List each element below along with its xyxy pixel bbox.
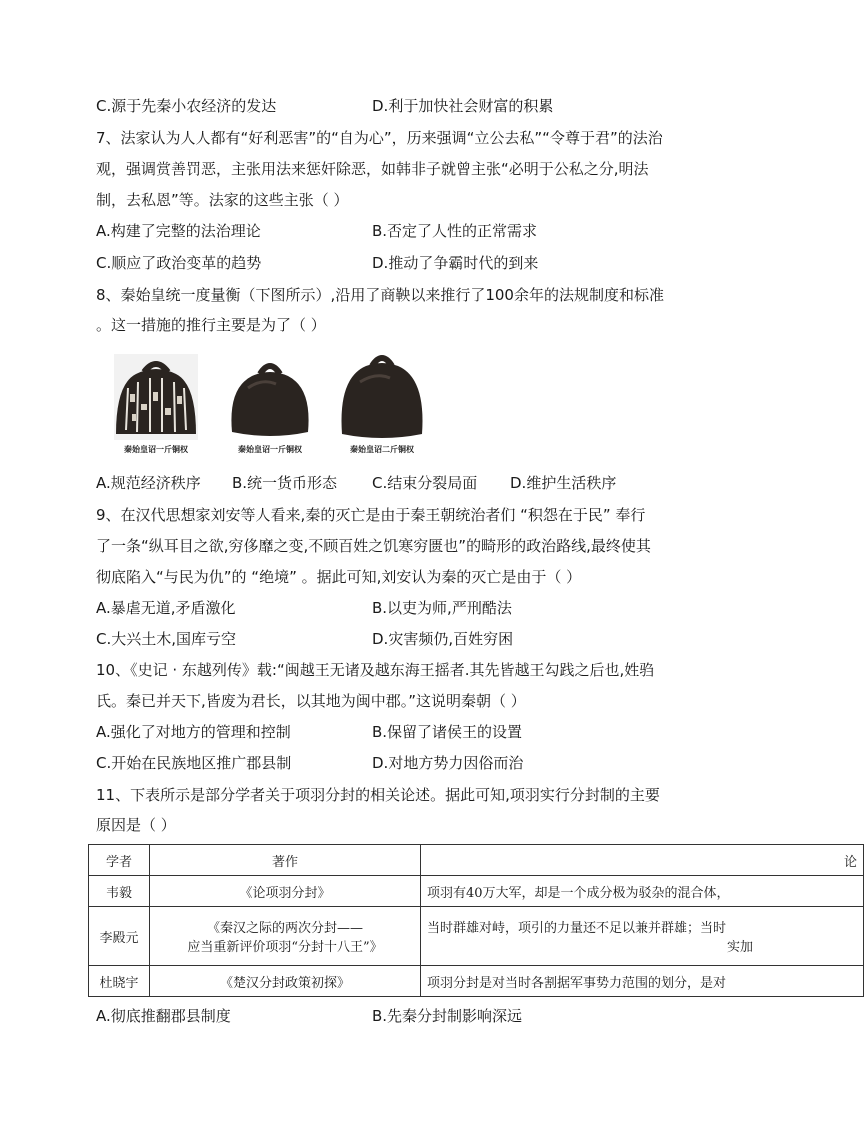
q6-option-c: C.源于先秦小农经济的发达	[96, 97, 277, 115]
cell-work: 《论项羽分封》	[150, 876, 421, 907]
q9-option-a: A.暴虐无道,矛盾激化	[96, 599, 236, 617]
q8-option-a: A.规范经济秩序	[96, 474, 201, 492]
table-row	[89, 907, 864, 966]
cell-view-line-2: 实加	[727, 940, 754, 955]
cell-view-line-1: 当时群雄对峙，项引的力量还不足以兼并群雄；当时	[427, 921, 727, 936]
q9-stem-line-1: 9、在汉代思想家刘安等人看来,秦的灭亡是由于秦王朝统治者们 “积怨在于民” 奉行	[96, 506, 646, 524]
q10-option-b: B.保留了诸侯王的设置	[372, 723, 523, 741]
bronze-weight-caption-1: 秦始皇诏一斤铜权	[124, 444, 188, 454]
q6-option-d: D.利于加快社会财富的积累	[372, 97, 554, 115]
cell-view: 项羽有40万大军，却是一个成分极为驳杂的混合体，	[421, 876, 864, 907]
q10-stem-line-2: 氏。秦已并天下,皆废为君长，以其地为闽中郡。”这说明秦朝（ ）	[96, 692, 526, 710]
q7-option-c: C.顺应了政治变革的趋势	[96, 254, 262, 272]
q11-stem-line-1: 11、下表所示是部分学者关于项羽分封的相关论述。据此可知,项羽实行分封制的主要	[96, 786, 660, 804]
bronze-weight-image-3	[330, 348, 434, 458]
q9-stem-line-2: 了一条“纵耳目之欲,穷侈靡之变,不顾百姓之饥寒穷匮也”的畸形的政治路线,最终使其	[96, 537, 651, 555]
q9-stem-line-3: 彻底陷入“与民为仇”的 “绝境” 。据此可知,刘安认为秦的灭亡是由于（ ）	[96, 568, 582, 586]
q8-option-d: D.维护生活秩序	[510, 474, 617, 492]
q8-stem-line-2: 。这一措施的推行主要是为了（ ）	[96, 316, 326, 334]
table-row	[89, 966, 864, 997]
cell-scholar: 李殿元	[89, 907, 150, 966]
q10-option-c: C.开始在民族地区推广郡县制	[96, 754, 292, 772]
cell-view	[421, 907, 864, 966]
q7-stem-line-3: 制，去私恩”等。法家的这些主张（ ）	[96, 191, 349, 209]
q8-option-b: B.统一货币形态	[232, 474, 338, 492]
q11-option-b: B.先秦分封制影响深远	[372, 1007, 523, 1025]
cell-work	[150, 907, 421, 966]
q10-stem-line-1: 10、《史记 · 东越列传》载:“闽越王无诸及越东海王摇者.其先皆越王勾践之后也,姓驺	[96, 661, 655, 679]
bronze-weight-image-1	[104, 348, 208, 458]
bronze-weight-image-2	[218, 348, 322, 458]
header-view: 论	[421, 845, 864, 876]
q10-option-a: A.强化了对地方的管理和控制	[96, 723, 291, 741]
q11-stem-line-2: 原因是（ ）	[96, 816, 176, 834]
q8-stem-line-1: 8、秦始皇统一度量衡（下图所示）,沿用了商鞅以来推行了100余年的法规制度和标准	[96, 286, 664, 304]
bronze-weights-figure	[104, 348, 434, 458]
bronze-weight-caption-3: 秦始皇诏二斤铜权	[350, 444, 414, 454]
q7-option-b: B.否定了人性的正常需求	[372, 222, 538, 240]
scholars-table	[88, 844, 864, 997]
cell-work: 《楚汉分封政策初探》	[150, 966, 421, 997]
table-row	[89, 876, 864, 907]
cell-work-line-2: 应当重新评价项羽“分封十八王”》	[187, 940, 383, 955]
cell-scholar: 韦毅	[89, 876, 150, 907]
q11-option-a: A.彻底推翻郡县制度	[96, 1007, 231, 1025]
q9-option-b: B.以吏为师,严刑酷法	[372, 599, 512, 617]
table-header-row	[89, 845, 864, 876]
cell-view: 项羽分封是对当时各割据军事势力范围的划分，是对	[421, 966, 864, 997]
cell-scholar: 杜晓宇	[89, 966, 150, 997]
q10-option-d: D.对地方势力因俗而治	[372, 754, 524, 772]
q7-stem-line-2: 观，强调赏善罚恶，主张用法来惩奸除恶，如韩非子就曾主张“必明于公私之分,明法	[96, 160, 649, 178]
bronze-weight-caption-2: 秦始皇诏一斤铜权	[238, 444, 302, 454]
q9-option-c: C.大兴土木,国库亏空	[96, 630, 237, 648]
q7-stem-line-1: 7、法家认为人人都有“好利恶害”的“自为心”，历来强调“立公去私”“令尊于君”的法治	[96, 129, 663, 147]
header-work: 著作	[150, 845, 421, 876]
q9-option-d: D.灾害频仍,百姓穷困	[372, 630, 514, 648]
q7-option-d: D.推动了争霸时代的到来	[372, 254, 539, 272]
cell-work-line-1: 《秦汉之际的两次分封——	[206, 921, 363, 936]
q7-option-a: A.构建了完整的法治理论	[96, 222, 261, 240]
header-scholar: 学者	[89, 845, 150, 876]
q8-option-c: C.结束分裂局面	[372, 474, 478, 492]
scholars-table-wrapper	[88, 844, 857, 1004]
